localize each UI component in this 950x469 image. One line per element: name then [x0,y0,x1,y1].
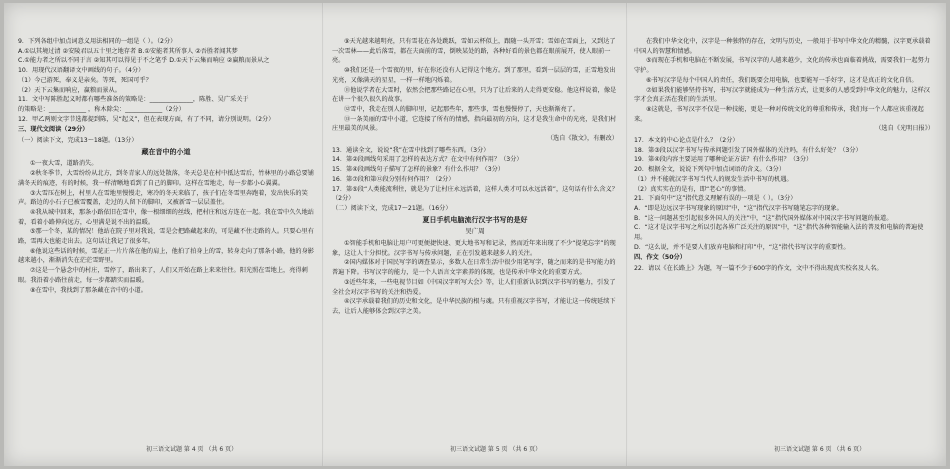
question: 16．第⑦段和第⑫段分别有何作用？（2分） [332,175,455,183]
question: 22．请以《在长路上》为题，写一篇不少于600字的作文，文中不得出现真实校名及人名。 [634,265,883,273]
text-line: （2）天下云集而响应，赢粮而景从。 [18,86,121,94]
text-line: （1）今己游死，奉义是亲矣。等死，死国可乎？ [18,76,152,84]
page-fold [322,3,324,466]
question: 17．本文的中心论点是什么？（2分） [634,137,739,145]
question: 21．下面句中“这”指代意义理解有误的一项是（ ）。（3分） [634,195,797,203]
paragraph: ⑨天光越来越明亮，只有雪花在各处跳跃，雪如云杯似上，跟随一头开雪；雪如在雪面上，又到达了一次雪林——此后落雪，都在夫面前的雪，倒映某处的路，各种好看的景色都在眼前展开，使人眼前一亮。 [332,38,616,65]
question: （2）真实实在的是有，即“老心”的事情。 [634,185,750,193]
text-line: 的策略是：____________ ，称木除尖：____________（2分） [18,105,185,113]
page-4-column [18,37,314,447]
paragraph: ⑦如果我们能够坚持书写，书写汉字就能成为一种生活方式，让更多的人感受到中华文化的魅力，这样汉字才会真正活在我们的生活里。 [634,86,930,104]
paragraph: ⑥书写汉字是每个中国人的责任，我们既要会用电脑，也要能写一手好字，这才是真正的文化自信。 [646,76,918,84]
paragraph: ③大雪压在树上，村里人在雪地里慢慢走，寒冷的冬天来临了，孩子们在冬雪里奔跑着，发出快乐的笑声。路边的小石子已被雪覆盖，走过的人留下的脚印，又被新雪一层层盖住。 [18,189,308,207]
page-footer: 初三语文试题 第 6 页 （共 6 页） [774,446,866,453]
question: 19．第④段内容主要运用了哪种论证方法？有什么作用？（3分） [634,156,813,164]
paragraph: ③近些年来，一些电视节目如《中国汉字听写大会》等，让人们重新认识到汉字书写的魅力，引发了全社会对汉字书写的关注和热爱。 [332,278,616,296]
question: 14．第②段画线句采用了怎样的表达方式？在文中有何作用？（3分） [332,156,523,164]
page-5-column [332,37,618,447]
paragraph: ⑧在雪中，我找到了那条藏在音中的小道。 [30,286,147,294]
text-line: 11．文中写陈胜起义时都有哪些准备的策略是：______________，陈胜、吴广采关于 [18,96,249,104]
paragraph: ⑫雪中，我走在别人的脚印里，记起那些年，那些事，雪也慢慢停了，天也渐渐亮了。 [344,105,580,113]
text-line: 9．下列各组中加点词意义用法相同的一组是（ ）。（2分） [18,38,177,45]
section-heading: 四、作文（50分） [634,254,686,262]
page-footer: 初三语文试题 第 5 页 （共 6 页） [450,446,542,453]
paragraph: 在我们中华文化中，汉字是一种独特的存在，文明与历史，一般用于书写中华文化的精髓，汉字更承载着中国人的智慧和情感。 [634,38,931,55]
section-heading: 三、现代文阅读（29分） [18,126,89,134]
question: 18．第③段以汉字书写与传承问题引发了国外媒体的关注吗，有什么好处？（3分） [634,146,862,154]
paragraph: ①智能手机和电脑让用户可更便捷快速、更大地书写和记录，然而近年来出现了不少“提笔忘字”的现象，这让人十分担忧。汉字书写与传承问题，正在引发越来越多人的关注。 [332,240,616,257]
text-line: 12．甲乙两则文字节选都提到陈，吴“起义”，但在表现方面，有了不同，请分别说明。（2分） [18,115,275,123]
source-note: （选自《散文》，有删改） [546,135,618,143]
page-6-column [634,37,934,447]
paragraph: ⑤而现在手机和电脑在不断发展，书写汉字的人越来越少，文化的传承也面临着挑战，需要我们一起努力守护。 [634,57,930,75]
exam-sheet [4,3,946,466]
text-line: A.①以其境过清 ②安陵君以五十里之地存者 B.①安能者其所事人 ②吾胜者闻其梦 [18,47,238,55]
paragraph: ⑧这就是，书写汉字不仅是一种技能，更是一种对传统文化的尊重和传承，我们每一个人都应该重视起来。 [634,105,924,123]
question: （1）并不能就汉字书写当代人的规发生活中书写的机遇。 [634,175,793,183]
paragraph: ⑤那一个冬，某的情况！他站在院子里对我说，雪是会把路藏起来的，可是藏不住走路的人。只要心里有路，雪再大也能走出去。这句话让我记了很多年。 [18,228,314,246]
option: B．“这一问题甚至引起很多外国人的关注”中，“这”指代国外媒体对中国汉字书写问题的报道。 [634,214,893,222]
option: D．“这么说，并不是要人们放弃电脑和打印”中，“这”指代书写汉字的重要性。 [634,243,850,251]
paragraph: ①一夜大雪，道路消失。 [30,160,98,168]
passage-title: 藏在音中的小道 [141,147,191,156]
paragraph: ⑦这是一个悬念中的村庄，雪停了，路出来了，人们又开始在路上来来往往。阳光照在雪地上，亮得刺眼。我沿着小路往前走，每一步都踏实而温暖。 [18,267,308,284]
source-note: （选自《光明日报》） [875,125,934,133]
section-subheading: （二）阅读下文，完成17～21题。（16分） [332,204,452,212]
text-line: C.①能力者之所以不同于言 ②知其可以得见于不之笔乎 D.①天下云集而响应 ②赢粮而景从之 [18,57,270,65]
paragraph: ②国内媒体对于国民写字的调查显示，多数人在日常生活中很少用笔写字，随之而来的是书写能力的普遍下降。书写汉字的能力，是一个人语言文字素养的体现，也是传承中华文化的重要方式。 [332,259,616,277]
paragraph: ④我从城中回来，那条小路依旧在雪中，像一根细细的丝线，把村庄和远方连在一起。我在雪中久久地站着，看着小路伸向远方，心里满是说不出的温暖。 [18,208,314,226]
paragraph: ④汉字承载着我们的历史和文化，是中华民族的根与魂。只有重视汉字书写，才能让这一传统延续下去，让后人能够体会到汉字之美。 [332,298,616,315]
paragraph: ⑬一条美丽的雪中小道，它连接了所有的情感，指向最初的方向，这才是我生命中的光亮，是我们村庄里最美的风景。 [332,115,617,133]
paragraph: ⑥他说这些话的时候，雪花正一片片落在他的肩上，他拍了拍身上的雪，转身走向了那条小路，他的身影越来越小，渐渐消失在茫茫雪野里。 [18,247,314,265]
paragraph: ②秋冬季节，大雪纷纷从北方，到冬青家人的远处散落，冬天总是在村中抵达雪后，竹林里的小路总要铺满冬天的痕迹，有的时候，我一样清晰地看到了自己的脚印。这样在雪地走，每一步都小心翼翼。 [18,170,314,187]
passage-author: 吴广周 [465,227,485,236]
question: 15．第④段画线句子描写了怎样的景象？有什么作用？（3分） [332,166,505,174]
text-line: （一）阅读下文，完成13～18题。（13分） [18,137,138,145]
page-footer: 初三语文试题 第 4 页 （共 6 页） [146,446,238,453]
question: 13．通读全文，说说“我”在雪中找到了哪些东西。（3分） [332,146,490,154]
passage-title: 夏日手机电脑流行汉字书写的是好 [422,215,528,224]
paragraph: ⑩我们还是一个雪夜的里，好在你还没有人记得这个地方。到了那里，看到一层层的雪，正雪地发出光亮，又像满天的星星，一样一样地闪烁着。 [332,67,616,84]
question: 20．根据全文，说说下列句中加点词语的含义。（3分） [634,166,786,174]
option: A．“即是边远汉字书写现象的原因”中，“这”指代汉字书写随笔忘字的现象。 [634,204,843,212]
paragraph: ⑪他说学者在大雪时，依然会把那些路记在心里，只为了让后来的人走得更安稳。他这样说着，像是在讲一个很久很久的故事。 [332,86,617,104]
option: C．“这才是汉字书写之所以引起各界广泛关注的原因”中，“这”指代各种智能输入法的普及和电脑的普遍使用。 [634,224,924,242]
page-fold [626,3,628,466]
question: 17．第⑤段“人类能流利往，就是为了让村庄永远活着，这样人类才可以永远活着”，这句话有什么含义？（2分） [332,185,618,203]
text-line: 10．用现代汉语翻译文中画线的句子。（4分） [18,67,145,75]
